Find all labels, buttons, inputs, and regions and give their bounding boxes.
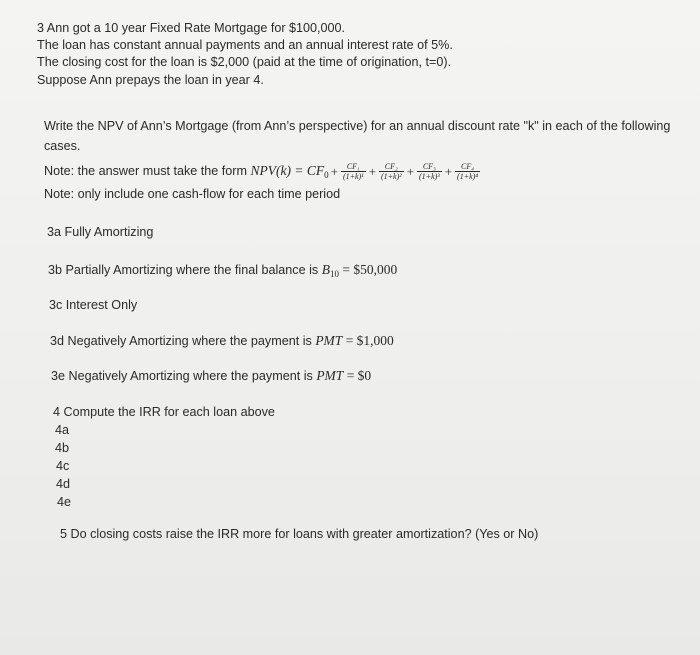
payment-variable xyxy=(315,333,394,348)
case-3b xyxy=(48,262,397,282)
plus-sign: + xyxy=(444,163,453,179)
payment-variable xyxy=(316,368,371,383)
fraction-numerator: CF₄ xyxy=(455,162,480,172)
npv-formula xyxy=(251,163,329,178)
variable-b: B xyxy=(321,262,330,277)
problem-5-question: 5 Do closing costs raise the IRR more for loans with greater amortization? (Yes or No) xyxy=(60,527,539,541)
fraction-denominator: (1+k)⁴ xyxy=(457,172,479,181)
case-3e xyxy=(51,368,371,384)
npv-instruction: Write the NPV of Ann’s Mortgage (from Ann’s perspective) for an annual discount rate "k" in each of the following xyxy=(44,119,671,133)
cash-flow-note: Note: only include one cash-flow for each time period xyxy=(44,187,341,201)
item-4b: 4b xyxy=(55,441,70,455)
npv-instruction-cont: cases. xyxy=(44,139,81,153)
case-3d xyxy=(50,333,394,349)
item-4d: 4d xyxy=(56,477,71,491)
formula-lhs: NPV(k) = CF xyxy=(250,162,325,178)
problem-4-title: 4 Compute the IRR for each loan above xyxy=(53,405,275,419)
item-4e: 4e xyxy=(57,495,72,509)
case-3a: 3a Fully Amortizing xyxy=(47,225,154,239)
variable-pmt: PMT xyxy=(315,333,343,348)
payment-value: = $1,000 xyxy=(342,333,394,348)
plus-sign: + xyxy=(330,163,338,179)
npv-form-note xyxy=(44,162,481,183)
fraction-numerator: CF₁ xyxy=(341,162,366,172)
item-4a: 4a xyxy=(55,423,70,437)
case-3d-text: 3d Negatively Amortizing where the payment is xyxy=(50,334,316,348)
fraction-term-1 xyxy=(341,162,366,181)
case-3e-text: 3e Negatively Amortizing where the payment is xyxy=(51,369,317,383)
case-3b-text: 3b Partially Amortizing where the final balance is xyxy=(48,263,322,277)
formula-lhs-subscript: 0 xyxy=(324,169,329,180)
payment-value: = $0 xyxy=(343,368,372,383)
variable-pmt: PMT xyxy=(316,368,344,383)
variable-b-subscript: 10 xyxy=(329,269,339,279)
fraction-term-4 xyxy=(455,162,480,181)
final-balance-variable xyxy=(322,262,398,277)
plus-sign: + xyxy=(406,163,414,179)
fraction-numerator: CF₃ xyxy=(417,162,442,172)
item-4c: 4c xyxy=(56,459,70,473)
fraction-denominator: (1+k)¹ xyxy=(342,172,364,181)
problem-3-loan-terms: The loan has constant annual payments and an annual interest rate of 5%. xyxy=(37,38,453,52)
plus-sign: + xyxy=(368,163,376,179)
problem-3-prepayment: Suppose Ann prepays the loan in year 4. xyxy=(37,73,264,87)
problem-3-closing-cost: The closing cost for the loan is $2,000 (paid at the time of origination, t=0). xyxy=(37,55,452,69)
fraction-term-3 xyxy=(417,162,442,181)
case-3c: 3c Interest Only xyxy=(49,298,138,312)
fraction-denominator: (1+k)³ xyxy=(419,172,440,181)
problem-3-title: 3 Ann got a 10 year Fixed Rate Mortgage for $100,000. xyxy=(37,21,346,35)
fraction-term-2 xyxy=(379,162,404,181)
final-balance-value: = $50,000 xyxy=(338,262,398,277)
fraction-denominator: (1+k)² xyxy=(380,172,402,181)
note-prefix: Note: the answer must take the form xyxy=(44,163,251,178)
fraction-numerator: CF₂ xyxy=(379,162,404,172)
